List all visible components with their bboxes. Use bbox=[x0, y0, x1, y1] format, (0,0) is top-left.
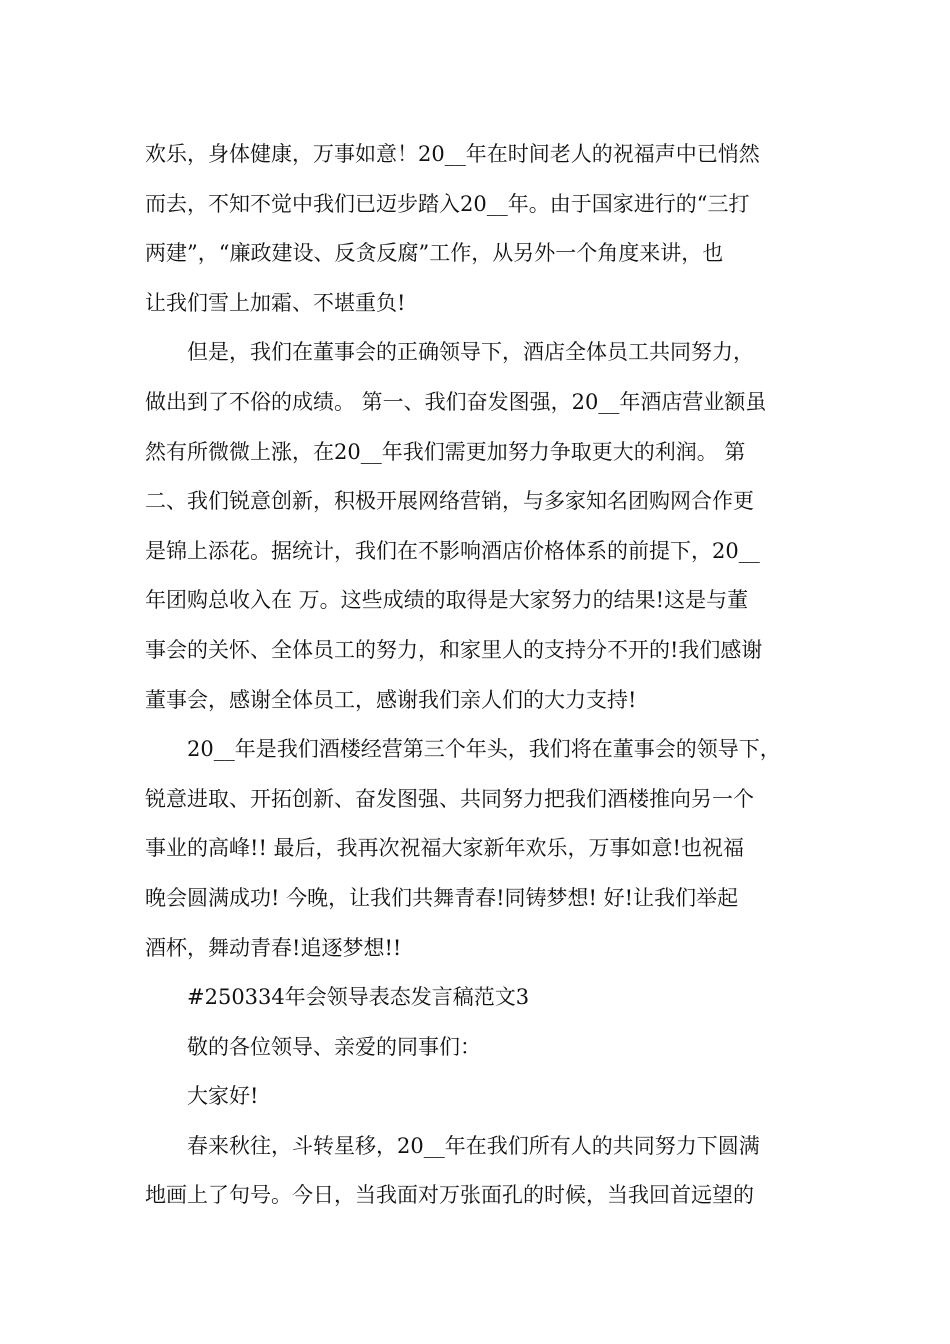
body-line: 事会的关怀、全体员工的努力，和家里人的支持分不开的!我们感谢 bbox=[145, 637, 763, 662]
body-line: 年团购总收入在 万。这些成绩的取得是大家努力的结果!这是与董 bbox=[145, 588, 749, 613]
document-body bbox=[145, 130, 835, 1221]
body-line: 晚会圆满成功! 今晚，让我们共舞青春!同铸梦想! 好!让我们举起 bbox=[145, 885, 739, 910]
body-line: 欢乐，身体健康，万事如意！20__年在时间老人的祝福声中已悄然 bbox=[145, 142, 760, 166]
body-line: 事业的高峰!! 最后，我再次祝福大家新年欢乐，万事如意!也祝福 bbox=[145, 836, 744, 861]
paragraph-start-line: 但是，我们在董事会的正确领导下，酒店全体员工共同努力， bbox=[187, 340, 754, 365]
body-line: 二、我们锐意创新，积极开展网络营销，与多家知名团购网合作更 bbox=[145, 489, 754, 514]
salutation-line: 敬的各位领导、亲爱的同事们： bbox=[187, 1034, 481, 1059]
body-line: 而去，不知不觉中我们已迈步踏入20__年。由于国家进行的“三打 bbox=[145, 191, 750, 216]
body-line: 是锦上添花。据统计，我们在不影响酒店价格体系的前提下，20__ bbox=[145, 538, 760, 563]
body-line: 做出到了不俗的成绩。 第一、我们奋发图强，20__年酒店营业额虽 bbox=[145, 389, 767, 414]
body-line: 锐意进取、开拓创新、奋发图强、共同努力把我们酒楼推向另一个 bbox=[145, 786, 754, 811]
body-line: 然有所微微上涨，在20__年我们需更加努力争取更大的利润。 第 bbox=[145, 439, 746, 464]
body-line: 两建”，“廉政建设、反贪反腐”工作，从另外一个角度来讲，也 bbox=[145, 241, 724, 266]
body-line: 酒杯，舞动青春!追逐梦想!! bbox=[145, 935, 402, 960]
body-line: 让我们雪上加霜、不堪重负! bbox=[145, 290, 406, 315]
body-line: 地画上了句号。今日，当我面对万张面孔的时候，当我回首远望的 bbox=[145, 1183, 754, 1208]
body-line: 董事会，感谢全体员工，感谢我们亲人们的大力支持! bbox=[145, 687, 637, 712]
greeting-line: 大家好! bbox=[187, 1084, 259, 1109]
paragraph-start-line: 春来秋往，斗转星移，20__年在我们所有人的共同努力下圆满 bbox=[187, 1133, 760, 1158]
paragraph-start-line: 20__年是我们酒楼经营第三个年头，我们将在董事会的领导下， bbox=[187, 737, 781, 762]
section-heading: #250334年会领导表态发言稿范文3 bbox=[187, 985, 530, 1010]
